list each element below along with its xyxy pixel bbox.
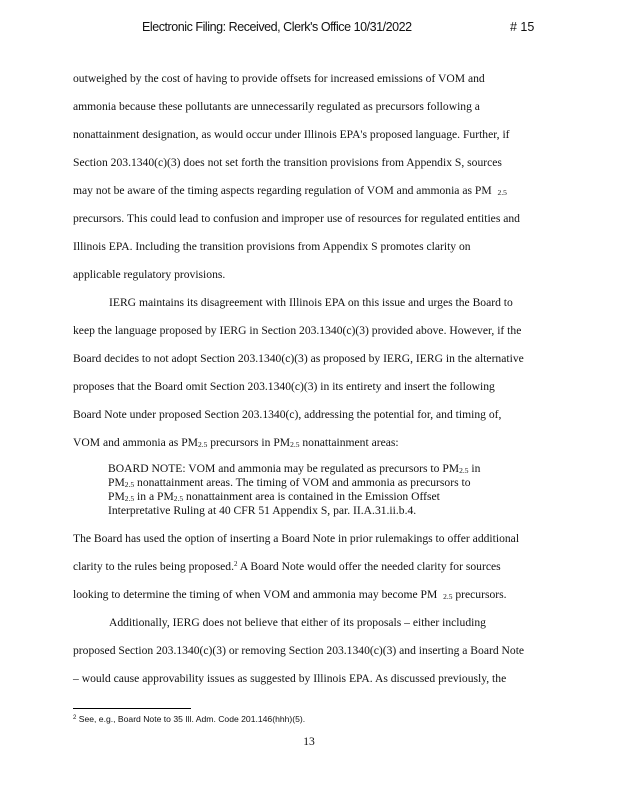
footnote-text: See, e.g., Board Note to 35 Ill. Adm. Code 201.146(hhh)(5). (76, 714, 306, 724)
text-line: The Board has used the option of inserting a Board Note in prior rulemakings to offer additional (73, 532, 520, 545)
text-span: nonattainment areas. The timing of VOM and ammonia as precursors to (134, 475, 471, 489)
text-span: precursors in PM (207, 436, 291, 449)
text-line: nonattainment designation, as would occur under Illinois EPA's proposed language. Further, if (73, 128, 510, 141)
filing-stamp-header (0, 20, 618, 36)
footnote-number: 2 (73, 715, 77, 721)
text-line: applicable regulatory provisions. (73, 268, 226, 281)
text-line: ammonia because these pollutants are unnecessarily regulated as precursors following a (73, 100, 480, 113)
text-span: BOARD NOTE: VOM and ammonia may be regulated as precursors to PM (108, 462, 460, 475)
text-line: precursors. This could lead to confusion and improper use of resources for regulated entities and (73, 212, 520, 225)
text-line (73, 560, 501, 573)
text-line: – would cause approvability issues as suggested by Illinois EPA. As discussed previously, the (73, 672, 507, 685)
text-line: Section 203.1340(c)(3) does not set forth the transition provisions from Appendix S, sources (73, 156, 502, 169)
subscript: 2.5 (173, 493, 184, 503)
subscript: 2.5 (197, 440, 208, 449)
text-line: IERG maintains its disagreement with Illinois EPA on this issue and urges the Board to (109, 296, 513, 309)
text-line: Board decides to not adopt Section 203.1340(c)(3) as proposed by IERG, IERG in the alternative (73, 352, 524, 365)
subscript: 2.5 (124, 493, 135, 503)
text-span: nonattainment areas: (299, 436, 399, 449)
board-note-quote (108, 463, 548, 517)
text-line: proposed Section 203.1340(c)(3) or removing Section 203.1340(c)(3) and inserting a Board Note (73, 644, 525, 657)
text-line: Board Note under proposed Section 203.1340(c), addressing the potential for, and timing of, (73, 408, 502, 421)
subscript: 2.5 (459, 466, 469, 475)
subscript: 2.5 (124, 479, 135, 489)
text-span: nonattainment area is contained in the Emission Offset (183, 489, 440, 503)
subscript: 2.5 (290, 440, 300, 449)
subscript: 2.5 (443, 592, 453, 601)
footnote (73, 714, 305, 724)
note-line (108, 491, 548, 505)
text-span: clarity to the rules being proposed. (73, 560, 234, 573)
text-line: keep the language proposed by IERG in Section 203.1340(c)(3) provided above. However, if the (73, 324, 522, 337)
text-line (73, 436, 399, 449)
page-number: 13 (303, 735, 315, 748)
text-line: proposes that the Board omit Section 203.1340(c)(3) in its entirety and insert the following (73, 380, 495, 393)
text-line (73, 184, 507, 197)
text-span: PM (108, 489, 125, 503)
text-span: in (468, 462, 481, 475)
text-line: Additionally, IERG does not believe that either of its proposals – either including (109, 616, 486, 629)
text-line: outweighed by the cost of having to provide offsets for increased emissions of VOM and (73, 72, 485, 85)
note-line (108, 463, 548, 477)
text-line: Illinois EPA. Including the transition provisions from Appendix S promotes clarity on (73, 240, 471, 253)
footnote-divider (73, 708, 191, 709)
document-number: # 15 (510, 20, 535, 34)
note-line: Interpretative Ruling at 40 CFR 51 Appendix S, par. II.A.31.ii.b.4. (108, 503, 417, 517)
text-span: PM (108, 475, 125, 489)
text-span: may not be aware of the timing aspects regarding regulation of VOM and ammonia as PM (73, 184, 492, 197)
text-span: looking to determine the timing of when VOM and ammonia may become PM (73, 588, 438, 601)
subscript: 2.5 (497, 188, 507, 197)
filing-stamp: Electronic Filing: Received, Clerk's Office 10/31/2022 (142, 20, 412, 34)
text-span: VOM and ammonia as PM (73, 436, 198, 449)
text-line (73, 588, 507, 601)
note-line (108, 477, 548, 491)
text-span: in a PM (134, 489, 174, 503)
text-span: precursors. (452, 588, 507, 601)
text-span: A Board Note would offer the needed clarity for sources (237, 560, 501, 573)
footnote-reference[interactable]: 2 (233, 560, 238, 568)
